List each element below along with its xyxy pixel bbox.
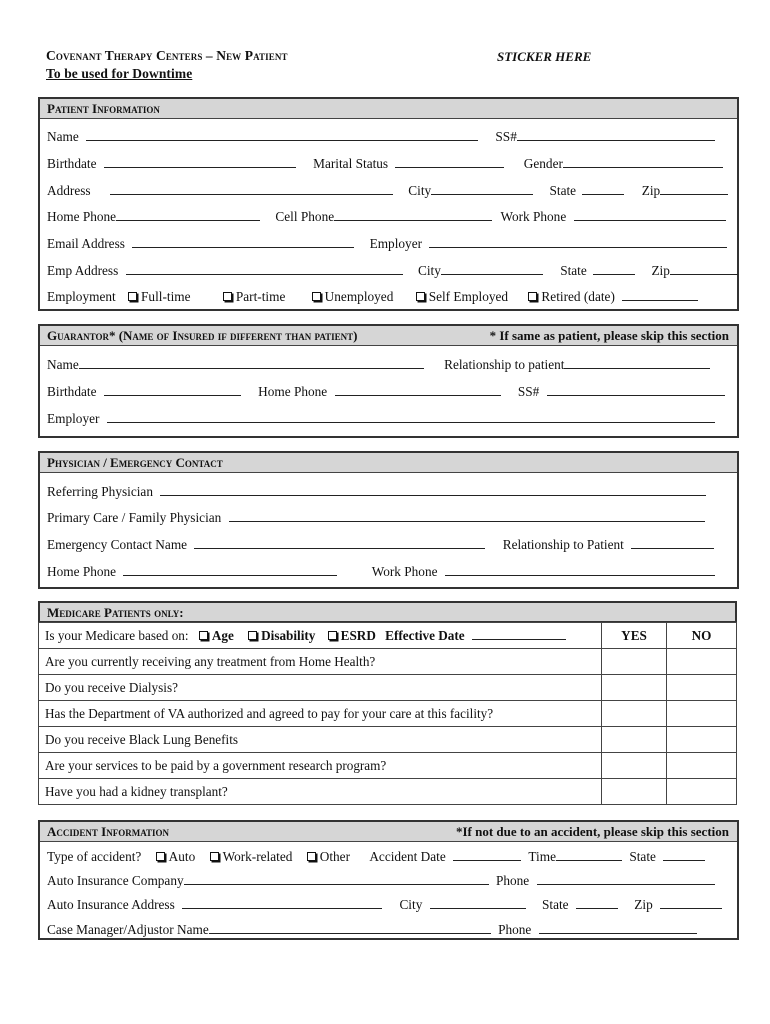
question-black-lung: Do you receive Black Lung Benefits <box>39 727 602 753</box>
age-checkbox[interactable] <box>199 631 208 640</box>
patient-phone-row <box>47 209 726 227</box>
guarantor-home-phone-label: Home Phone <box>258 384 328 399</box>
esrd-checkbox[interactable] <box>328 631 337 640</box>
guarantor-home-phone-field[interactable] <box>335 385 501 396</box>
state-label: State <box>549 183 577 198</box>
no-cell[interactable] <box>667 701 737 727</box>
referring-physician-field[interactable] <box>160 485 706 496</box>
guarantor-birth-row <box>47 384 725 402</box>
emp-address-label: Emp Address <box>47 263 119 278</box>
auto-company-row <box>47 873 715 891</box>
other-label: Other <box>319 849 350 864</box>
guarantor-name-label: Name <box>47 357 79 372</box>
city-field[interactable] <box>431 184 533 195</box>
retired-date-field[interactable] <box>622 290 698 301</box>
email-field[interactable] <box>132 237 354 248</box>
table-row <box>39 727 737 753</box>
form-subtitle: To be used for Downtime <box>46 66 193 81</box>
no-cell[interactable] <box>667 779 737 805</box>
no-cell[interactable] <box>667 649 737 675</box>
home-phone-label: Home Phone <box>47 209 117 224</box>
auto-company-label: Auto Insurance Company <box>47 873 184 888</box>
patient-name-row <box>47 129 715 147</box>
marital-status-label: Marital Status <box>313 156 389 171</box>
esrd-label: ESRD <box>340 627 376 643</box>
emp-zip-field[interactable] <box>670 264 738 275</box>
emergency-name-field[interactable] <box>194 538 485 549</box>
accident-state-field[interactable] <box>663 850 705 861</box>
emergency-home-phone-label: Home Phone <box>47 564 117 579</box>
emergency-work-phone-label: Work Phone <box>371 564 438 579</box>
medicare-header <box>38 601 737 623</box>
table-row <box>39 753 737 779</box>
auto-phone-field[interactable] <box>537 874 715 885</box>
guarantor-relationship-field[interactable] <box>564 358 710 369</box>
question-va: Has the Department of VA authorized and agreed to pay for your care at this facility? <box>39 701 602 727</box>
yes-cell[interactable] <box>602 675 667 701</box>
fulltime-checkbox[interactable] <box>128 292 137 301</box>
employer-field[interactable] <box>429 237 727 248</box>
guarantor-birthdate-label: Birthdate <box>47 384 97 399</box>
table-row <box>39 649 737 675</box>
work-related-checkbox[interactable] <box>210 852 219 861</box>
email-label: Email Address <box>47 236 125 251</box>
effective-date-field[interactable] <box>472 629 566 640</box>
question-kidney: Have you had a kidney transplant? <box>39 779 602 805</box>
retired-label: Retired (date) <box>541 289 615 304</box>
employer-label: Employer <box>369 236 423 251</box>
auto-company-field[interactable] <box>184 874 489 885</box>
auto-state-label: State <box>542 897 569 912</box>
selfemployed-checkbox[interactable] <box>416 292 425 301</box>
name-field[interactable] <box>86 130 478 141</box>
patient-employment-row <box>47 289 698 307</box>
work-related-label: Work-related <box>222 849 293 864</box>
no-cell[interactable] <box>667 753 737 779</box>
patient-emp-address-row <box>47 263 738 281</box>
patient-email-row <box>47 236 727 254</box>
emp-address-field[interactable] <box>126 264 403 275</box>
name-label: Name <box>47 129 79 144</box>
guarantor-name-field[interactable] <box>79 358 424 369</box>
form-title: Covenant Therapy Centers – New Patient <box>46 48 288 63</box>
unemployed-label: Unemployed <box>324 289 394 304</box>
no-cell[interactable] <box>667 727 737 753</box>
emp-state-label: State <box>560 263 587 278</box>
guarantor-ssn-field[interactable] <box>547 385 725 396</box>
city-label: City <box>408 183 432 198</box>
primary-care-label: Primary Care / Family Physician <box>47 510 222 525</box>
emp-state-field[interactable] <box>593 264 635 275</box>
auto-label: Auto <box>168 849 196 864</box>
yes-cell[interactable] <box>602 649 667 675</box>
primary-care-field[interactable] <box>229 511 705 522</box>
case-manager-phone-field[interactable] <box>539 923 697 934</box>
patient-address-row <box>47 183 728 201</box>
guarantor-employer-label: Employer <box>47 411 100 426</box>
auto-city-field[interactable] <box>430 898 526 909</box>
state-field[interactable] <box>582 184 624 195</box>
patient-birth-row <box>47 156 723 174</box>
gender-label: Gender <box>523 156 563 171</box>
birthdate-field[interactable] <box>104 157 296 168</box>
accident-type-row <box>47 849 705 867</box>
retired-checkbox[interactable] <box>528 292 537 301</box>
selfemployed-label: Self Employed <box>428 289 509 304</box>
no-header: NO <box>667 623 737 649</box>
yes-cell[interactable] <box>602 753 667 779</box>
case-manager-row <box>47 922 697 940</box>
effective-date-label: Effective Date <box>385 627 465 643</box>
guarantor-employer-row <box>47 411 715 429</box>
accident-type-label: Type of accident? <box>47 849 142 864</box>
medicare-table <box>38 622 737 805</box>
work-phone-field[interactable] <box>574 210 726 221</box>
guarantor-name-row <box>47 357 710 375</box>
birthdate-label: Birthdate <box>47 156 97 171</box>
section-title: Medicare Patients only: <box>47 605 184 620</box>
case-manager-phone-label: Phone <box>498 922 532 937</box>
emergency-home-phone-field[interactable] <box>123 565 337 576</box>
case-manager-label: Case Manager/Adjustor Name <box>47 922 209 937</box>
home-phone-field[interactable] <box>116 210 260 221</box>
ssn-field[interactable] <box>517 130 715 141</box>
yes-header: YES <box>602 623 667 649</box>
medicare-based-label: Is your Medicare based on: <box>45 627 189 643</box>
parttime-label: Part-time <box>235 289 286 304</box>
yes-cell[interactable] <box>602 727 667 753</box>
disability-checkbox[interactable] <box>248 631 257 640</box>
cell-phone-field[interactable] <box>334 210 492 221</box>
guarantor-relationship-label: Relationship to patient <box>444 357 565 372</box>
auto-checkbox[interactable] <box>156 852 165 861</box>
guarantor-section <box>38 324 739 438</box>
no-cell[interactable] <box>667 675 737 701</box>
parttime-checkbox[interactable] <box>223 292 232 301</box>
yes-cell[interactable] <box>602 779 667 805</box>
ssn-label: SS# <box>495 129 517 144</box>
auto-address-label: Auto Insurance Address <box>47 897 175 912</box>
guarantor-employer-field[interactable] <box>107 412 715 423</box>
time-label: Time <box>528 849 556 864</box>
table-row <box>39 779 737 805</box>
section-note: *If not due to an accident, please skip this section <box>455 824 729 839</box>
guarantor-ssn-label: SS# <box>517 384 540 399</box>
medicare-based-cell <box>39 623 602 649</box>
employment-label: Employment <box>47 289 116 304</box>
section-title: Accident Information <box>47 824 170 839</box>
other-checkbox[interactable] <box>307 852 316 861</box>
cell-phone-label: Cell Phone <box>275 209 335 224</box>
emergency-relationship-field[interactable] <box>631 538 714 549</box>
question-home-health: Are you currently receiving any treatment from Home Health? <box>39 649 602 675</box>
emergency-work-phone-field[interactable] <box>445 565 715 576</box>
accident-date-field[interactable] <box>453 850 521 861</box>
zip-label: Zip <box>641 183 661 198</box>
auto-address-field[interactable] <box>182 898 382 909</box>
referring-physician-row <box>47 484 706 502</box>
emergency-relationship-label: Relationship to Patient <box>502 537 624 552</box>
auto-city-label: City <box>399 897 423 912</box>
emergency-name-label: Emergency Contact Name <box>47 537 188 552</box>
accident-date-label: Accident Date <box>369 849 446 864</box>
question-dialysis: Do you receive Dialysis? <box>39 675 602 701</box>
work-phone-label: Work Phone <box>500 209 567 224</box>
marital-status-field[interactable] <box>395 157 504 168</box>
section-title: Physician / Emergency Contact <box>47 455 223 470</box>
sticker-placeholder: STICKER HERE <box>497 49 592 64</box>
address-field[interactable] <box>110 184 393 195</box>
guarantor-birthdate-field[interactable] <box>104 385 241 396</box>
case-manager-field[interactable] <box>209 923 491 934</box>
section-note: * If same as patient, please skip this section <box>489 328 729 343</box>
auto-address-row <box>47 897 722 915</box>
section-title: Guarantor* (Name of Insured if different than patient) <box>47 328 358 343</box>
emergency-contact-row <box>47 537 714 555</box>
referring-physician-label: Referring Physician <box>47 484 153 499</box>
emp-city-label: City <box>417 263 441 278</box>
auto-state-field[interactable] <box>576 898 618 909</box>
address-label: Address <box>47 183 91 198</box>
auto-zip-label: Zip <box>634 897 653 912</box>
accident-state-label: State <box>629 849 656 864</box>
physician-emergency-section <box>38 451 739 589</box>
gender-field[interactable] <box>563 157 723 168</box>
patient-information-section <box>38 97 739 311</box>
zip-field[interactable] <box>660 184 728 195</box>
fulltime-label: Full-time <box>141 289 191 304</box>
emergency-phone-row <box>47 564 715 582</box>
section-title: Patient Information <box>47 101 160 116</box>
time-field[interactable] <box>556 850 622 861</box>
medicare-based-row <box>39 623 737 649</box>
auto-zip-field[interactable] <box>660 898 722 909</box>
auto-phone-label: Phone <box>495 873 530 888</box>
emp-city-field[interactable] <box>441 264 543 275</box>
unemployed-checkbox[interactable] <box>312 292 321 301</box>
question-research: Are your services to be paid by a government research program? <box>39 753 602 779</box>
table-row <box>39 701 737 727</box>
emp-zip-label: Zip <box>651 263 670 278</box>
age-label: Age <box>211 627 234 643</box>
yes-cell[interactable] <box>602 701 667 727</box>
disability-label: Disability <box>261 627 316 643</box>
accident-information-section <box>38 820 739 940</box>
primary-care-row <box>47 510 705 528</box>
table-row <box>39 675 737 701</box>
